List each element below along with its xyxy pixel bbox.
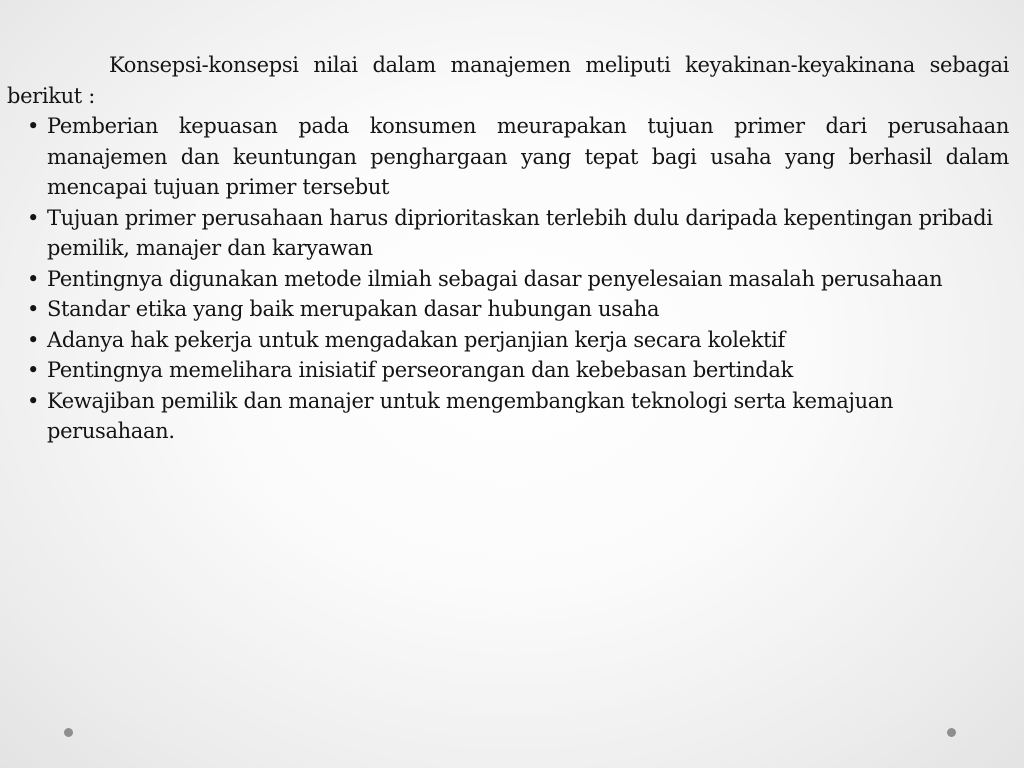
bullet-item xyxy=(27,203,1009,264)
bullet-list xyxy=(7,111,1009,447)
bullet-text: Standar etika yang baik merupakan dasar hubungan usaha xyxy=(47,297,660,321)
bullet-text: Pentingnya memelihara inisiatif perseorangan dan kebebasan bertindak xyxy=(47,358,793,382)
bullet-marker: • xyxy=(27,297,40,321)
bullet-item xyxy=(27,111,1009,203)
bullet-item xyxy=(27,386,1009,447)
bullet-text: Tujuan primer perusahaan harus diprioritaskan terlebih dulu daripada kepentingan pribadi pemilik, manajer dan karyawan xyxy=(47,205,993,260)
bullet-item xyxy=(27,294,1009,325)
bullet-marker: • xyxy=(27,358,40,382)
bullet-item xyxy=(27,355,1009,386)
bullet-text: Kewajiban pemilik dan manajer untuk mengembangkan teknologi serta kemajuan perusahaan. xyxy=(47,388,894,443)
bullet-text: Pemberian kepuasan pada konsumen meurapakan tujuan primer dari perusahaan manajemen dan keuntungan penghargaan yang tepat bagi usaha yang berhasil dalam mencapai tujuan primer tersebut xyxy=(47,114,1009,199)
decorative-dot-right xyxy=(947,728,956,737)
intro-paragraph: Konsepsi-konsepsi nilai dalam manajemen meliputi keyakinan-keyakinana sebagai berikut : xyxy=(7,53,1009,108)
slide-content xyxy=(7,50,1009,447)
bullet-marker: • xyxy=(27,114,40,138)
bullet-text: Adanya hak pekerja untuk mengadakan perjanjian kerja secara kolektif xyxy=(47,327,785,352)
bullet-marker: • xyxy=(27,266,40,291)
bullet-marker: • xyxy=(27,327,40,352)
decorative-dot-left xyxy=(64,728,73,737)
bullet-marker: • xyxy=(27,388,40,413)
bullet-item xyxy=(27,264,1009,295)
bullet-item xyxy=(27,325,1009,356)
bullet-marker: • xyxy=(27,205,40,230)
bullet-text: Pentingnya digunakan metode ilmiah sebagai dasar penyelesaian masalah perusahaan xyxy=(47,266,943,291)
